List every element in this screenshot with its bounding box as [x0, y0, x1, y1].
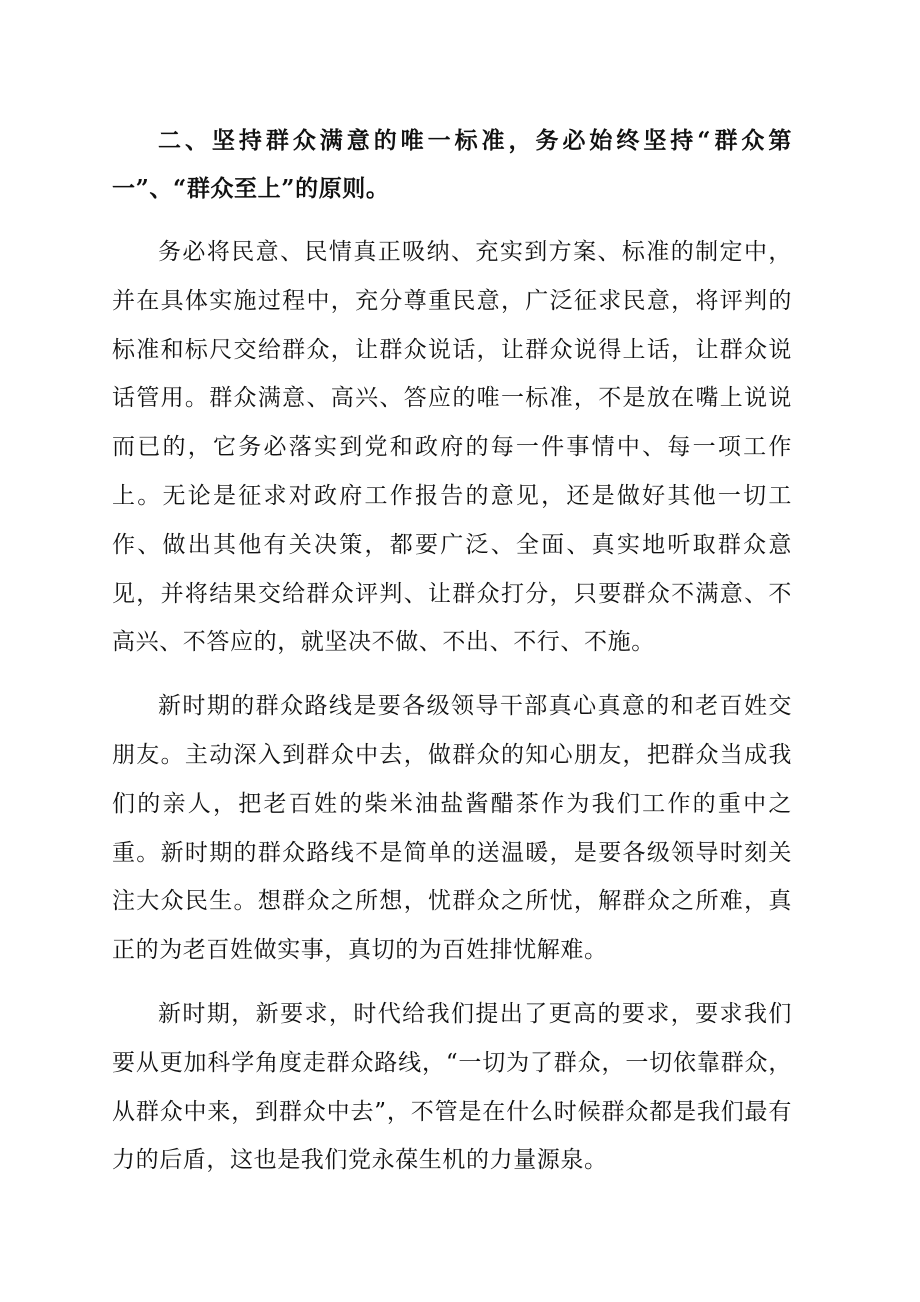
- paragraph-3: 新时期，新要求，时代给我们提出了更高的要求，要求我们要从更加科学角度走群众路线，“一切为了群众，一切依靠群众，从群众中来，到群众中去”，不管是在什么时候群众都是我们最有力的后盾，这也是我们党永葆生机的力量源泉。: [112, 1000, 792, 1174]
- paragraph-2: 新时期的群众路线是要各级领导干部真心真意的和老百姓交朋友。主动深入到群众中去，做群众的知心朋友，把群众当成我们的亲人，把老百姓的柴米油盐酱醋茶作为我们工作的重中之重。新时期的群众路线不是简单的送温暖，是要各级领导时刻关注大众民生。想群众之所想，忧群众之所忧，解群众之所难，真正的为老百姓做实事，真切的为百姓排忧解难。: [112, 693, 792, 964]
- paragraph-1: 务必将民意、民情真正吸纳、充实到方案、标准的制定中，并在具体实施过程中，充分尊重民意，广泛征求民意，将评判的标准和标尺交给群众，让群众说话，让群众说得上话，让群众说话管用。群众满意、高兴、答应的唯一标准，不是放在嘴上说说而已的，它务必落实到党和政府的每一件事情中、每一项工作上。无论是征求对政府工作报告的意见，还是做好其他一切工作、做出其他有关决策，都要广泛、全面、真实地听取群众意见，并将结果交给群众评判、让群众打分，只要群众不满意、不高兴、不答应的，就坚决不做、不出、不行、不施。: [112, 239, 792, 656]
- document-body: [112, 117, 792, 1185]
- section-heading: 二、坚持群众满意的唯一标准，务必始终坚持“群众第一”、“群众至上”的原则。: [112, 127, 792, 202]
